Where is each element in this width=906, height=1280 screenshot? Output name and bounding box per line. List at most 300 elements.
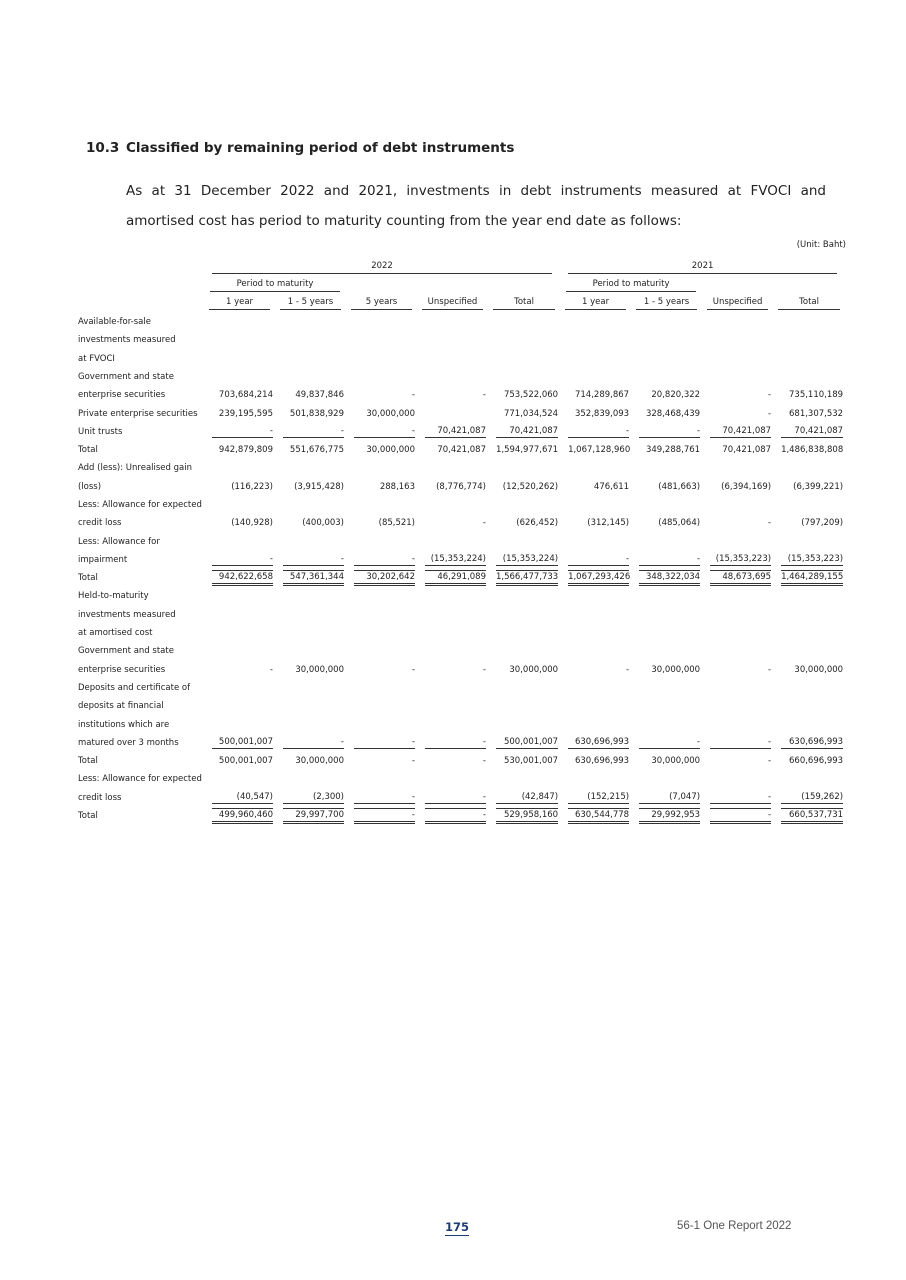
cell-value (488, 532, 560, 550)
cell-value (204, 606, 275, 624)
cell-value (702, 459, 773, 477)
cell-value (488, 368, 560, 386)
cell-value (346, 624, 417, 642)
table-row (76, 496, 845, 514)
cell-value (702, 532, 773, 550)
cell-value: (3,915,428) (294, 481, 344, 492)
cell-value: - (346, 551, 417, 569)
cell-value: 551,676,775 (289, 445, 344, 456)
cell-value (773, 459, 845, 477)
cell-value: 529,958,160 (488, 807, 560, 825)
cell-value: 30,000,000 (651, 664, 701, 675)
cell-value (275, 331, 346, 349)
cell-value: - (275, 734, 346, 752)
table-row (76, 331, 845, 349)
row-label: Total (78, 445, 98, 456)
col-2021-1-year: 1 year (560, 295, 631, 313)
cell-value (275, 679, 346, 697)
row-label: Add (less): Unrealised gain (78, 463, 192, 474)
cell-value: - (767, 390, 772, 401)
cell-value: 530,001,007 (503, 756, 559, 767)
cell-value: 70,421,087 (437, 445, 486, 456)
cell-value (631, 697, 702, 715)
cell-value (702, 606, 773, 624)
cell-value: (15,353,223) (702, 551, 773, 569)
row-label: deposits at financial (78, 701, 164, 712)
cell-value: 70,421,087 (488, 423, 560, 441)
cell-value (275, 770, 346, 788)
debt-maturity-table (76, 258, 845, 825)
cell-value (417, 404, 488, 422)
cell-value (488, 459, 560, 477)
cell-value (702, 368, 773, 386)
row-label: enterprise securities (78, 390, 166, 401)
cell-value (560, 606, 631, 624)
cell-value (346, 496, 417, 514)
cell-value (275, 715, 346, 733)
cell-value: 630,696,993 (773, 734, 845, 752)
cell-value: (7,047) (631, 789, 702, 807)
cell-value (560, 679, 631, 697)
cell-value (560, 496, 631, 514)
cell-value: (116,223) (231, 481, 273, 492)
table-row (76, 624, 845, 642)
cell-value: 30,000,000 (366, 445, 415, 456)
cell-value: (8,776,774) (436, 481, 486, 492)
cell-value: 29,992,953 (631, 807, 702, 825)
cell-value (773, 715, 845, 733)
cell-value (417, 770, 488, 788)
cell-value (773, 313, 845, 331)
cell-value (702, 624, 773, 642)
cell-value (417, 349, 488, 367)
cell-value (488, 642, 560, 660)
cell-value: - (346, 734, 417, 752)
cell-value (417, 642, 488, 660)
cell-value: - (269, 664, 273, 675)
cell-value (488, 587, 560, 605)
cell-value: 70,421,087 (722, 445, 772, 456)
table-row (76, 606, 845, 624)
cell-value: - (482, 756, 486, 767)
cell-value (488, 606, 560, 624)
table-row (76, 807, 845, 825)
page-number: 175 (445, 1220, 470, 1234)
cell-value: - (482, 390, 486, 401)
row-label: (loss) (78, 481, 102, 492)
table-row (76, 661, 845, 679)
table-row (76, 569, 845, 587)
cell-value (702, 642, 773, 660)
column-header-row (76, 295, 845, 313)
cell-value: (15,353,224) (417, 551, 488, 569)
cell-value: 630,696,993 (574, 756, 630, 767)
table-row (76, 404, 845, 422)
cell-value: 753,522,060 (503, 390, 559, 401)
cell-value: - (482, 664, 486, 675)
cell-value (631, 313, 702, 331)
cell-value: 547,361,344 (275, 569, 346, 587)
cell-value: 348,322,034 (631, 569, 702, 587)
cell-value: 30,202,642 (346, 569, 417, 587)
cell-value: 476,611 (593, 481, 630, 492)
cell-value (488, 715, 560, 733)
cell-value (773, 496, 845, 514)
table-row (76, 752, 845, 770)
row-label: impairment (78, 554, 128, 565)
cell-value (702, 587, 773, 605)
row-label: at FVOCI (78, 353, 115, 364)
table-row (76, 734, 845, 752)
cell-value: - (767, 408, 772, 419)
cell-value (488, 697, 560, 715)
cell-value (702, 679, 773, 697)
table-row (76, 642, 845, 660)
table-row (76, 514, 845, 532)
cell-value: - (204, 423, 275, 441)
cell-value (631, 606, 702, 624)
cell-value (631, 679, 702, 697)
cell-value: - (275, 551, 346, 569)
cell-value: 681,307,532 (789, 408, 844, 419)
cell-value (631, 532, 702, 550)
cell-value (773, 349, 845, 367)
cell-value (204, 349, 275, 367)
cell-value (204, 368, 275, 386)
cell-value (631, 368, 702, 386)
cell-value: 630,696,993 (560, 734, 631, 752)
cell-value: 714,289,867 (574, 390, 630, 401)
row-label: investments measured (78, 335, 176, 346)
cell-value: (152,215) (560, 789, 631, 807)
cell-value: 30,000,000 (651, 756, 701, 767)
cell-value (560, 532, 631, 550)
cell-value: 70,421,087 (702, 423, 773, 441)
cell-value (702, 715, 773, 733)
cell-value: (481,663) (658, 481, 701, 492)
cell-value: - (346, 789, 417, 807)
cell-value (204, 697, 275, 715)
row-label: matured over 3 months (78, 737, 179, 748)
cell-value (631, 770, 702, 788)
cell-value (560, 624, 631, 642)
row-label: credit loss (78, 792, 122, 803)
cell-value: 1,464,289,155 (773, 569, 845, 587)
cell-value: (85,521) (378, 518, 415, 529)
cell-value (773, 624, 845, 642)
table-row (76, 697, 845, 715)
cell-value: - (767, 518, 772, 529)
cell-value: 501,838,929 (289, 408, 344, 419)
cell-value: 500,001,007 (218, 756, 273, 767)
cell-value (275, 624, 346, 642)
cell-value (702, 770, 773, 788)
cell-value (773, 642, 845, 660)
cell-value (631, 459, 702, 477)
table-body (76, 313, 845, 825)
col-2021-1-5-years: 1 - 5 years (631, 295, 702, 313)
cell-value: 630,544,778 (560, 807, 631, 825)
cell-value: - (702, 807, 773, 825)
cell-value (275, 459, 346, 477)
year-header-row (76, 258, 845, 276)
cell-value (204, 587, 275, 605)
cell-value: (42,847) (488, 789, 560, 807)
cell-value (275, 313, 346, 331)
cell-value: 29,997,700 (275, 807, 346, 825)
cell-value (560, 313, 631, 331)
cell-value (204, 313, 275, 331)
row-label: Less: Allowance for expected (78, 500, 202, 510)
col-2021-unspecified: Unspecified (702, 295, 773, 313)
cell-value (417, 624, 488, 642)
cell-value: 942,879,809 (218, 445, 273, 456)
cell-value (631, 349, 702, 367)
row-label: Less: Allowance for (78, 536, 160, 547)
cell-value (275, 587, 346, 605)
cell-value: 30,000,000 (295, 756, 344, 767)
cell-value (631, 587, 702, 605)
cell-value (560, 587, 631, 605)
cell-value (560, 642, 631, 660)
cell-value: - (560, 551, 631, 569)
cell-value: 20,820,322 (651, 390, 701, 401)
period-to-maturity-2022: Period to maturity (204, 276, 346, 294)
cell-value (417, 331, 488, 349)
cell-value (346, 715, 417, 733)
unit-note: (Unit: Baht) (796, 240, 846, 250)
cell-value: 1,594,977,671 (496, 445, 559, 456)
cell-value: 328,468,439 (645, 408, 701, 419)
cell-value: 30,000,000 (295, 664, 344, 675)
table-row (76, 459, 845, 477)
table-row (76, 386, 845, 404)
table-row (76, 368, 845, 386)
cell-value: 1,067,293,426 (560, 569, 631, 587)
cell-value: - (767, 664, 772, 675)
cell-value: 239,195,595 (218, 408, 273, 419)
cell-value: (159,262) (773, 789, 845, 807)
cell-value: - (625, 664, 630, 675)
cell-value (417, 496, 488, 514)
cell-value (275, 642, 346, 660)
cell-value: - (767, 756, 772, 767)
cell-value (488, 679, 560, 697)
cell-value (631, 496, 702, 514)
cell-value (346, 606, 417, 624)
cell-value (204, 715, 275, 733)
section-heading (86, 140, 514, 156)
cell-value (773, 331, 845, 349)
cell-value: 30,000,000 (366, 408, 415, 419)
cell-value (773, 532, 845, 550)
table-row (76, 587, 845, 605)
cell-value: (15,353,224) (488, 551, 560, 569)
row-label: Less: Allowance for expected (78, 774, 202, 785)
cell-value: 660,696,993 (789, 756, 844, 767)
cell-value: 70,421,087 (773, 423, 845, 441)
col-2022-5-years: 5 years (346, 295, 417, 313)
cell-value: 1,067,128,960 (568, 445, 631, 456)
cell-value: - (411, 664, 415, 675)
cell-value: - (204, 551, 275, 569)
col-2022-unspecified: Unspecified (417, 295, 488, 313)
cell-value: 735,110,189 (789, 390, 844, 401)
cell-value (346, 313, 417, 331)
cell-value (275, 349, 346, 367)
cell-value (488, 770, 560, 788)
cell-value: 703,684,214 (218, 390, 273, 401)
table-row (76, 478, 845, 496)
cell-value (560, 715, 631, 733)
row-label: enterprise securities (78, 664, 166, 675)
cell-value: - (417, 807, 488, 825)
row-label: Total (78, 811, 98, 822)
cell-value (204, 331, 275, 349)
cell-value: (12,520,262) (502, 481, 559, 492)
cell-value (773, 679, 845, 697)
cell-value (275, 368, 346, 386)
year-2022-header: 2022 (204, 258, 560, 276)
row-label: Private enterprise securities (78, 408, 198, 419)
cell-value (346, 532, 417, 550)
cell-value (488, 331, 560, 349)
cell-value (773, 587, 845, 605)
cell-value: - (417, 789, 488, 807)
cell-value: - (275, 423, 346, 441)
cell-value (204, 532, 275, 550)
cell-value (204, 496, 275, 514)
cell-value (488, 496, 560, 514)
cell-value (631, 624, 702, 642)
cell-value: 660,537,731 (773, 807, 845, 825)
col-2022-1-year: 1 year (204, 295, 275, 313)
row-label: Deposits and certificate of (78, 682, 191, 693)
cell-value (346, 459, 417, 477)
cell-value (417, 459, 488, 477)
cell-value (488, 349, 560, 367)
cell-value: (797,209) (801, 518, 844, 529)
cell-value (488, 313, 560, 331)
year-2021-header: 2021 (560, 258, 845, 276)
cell-value: - (702, 734, 773, 752)
cell-value (275, 532, 346, 550)
cell-value: (312,145) (587, 518, 630, 529)
cell-value: - (411, 756, 415, 767)
cell-value: (15,353,223) (773, 551, 845, 569)
cell-value (417, 368, 488, 386)
cell-value (275, 496, 346, 514)
cell-value (346, 679, 417, 697)
cell-value: 30,000,000 (794, 664, 844, 675)
cell-value: - (631, 423, 702, 441)
row-label: Total (78, 756, 98, 767)
row-label: Unit trusts (78, 426, 123, 437)
col-2022-total: Total (488, 295, 560, 313)
cell-value: 48,673,695 (702, 569, 773, 587)
cell-value (417, 587, 488, 605)
cell-value (346, 368, 417, 386)
cell-value (346, 587, 417, 605)
cell-value: - (482, 518, 486, 529)
cell-value: (6,394,169) (721, 481, 772, 492)
cell-value (204, 624, 275, 642)
report-name: 56-1 One Report 2022 (677, 1220, 792, 1232)
cell-value (417, 606, 488, 624)
cell-value (275, 697, 346, 715)
cell-value: 1,566,477,733 (488, 569, 560, 587)
cell-value (773, 606, 845, 624)
cell-value: (626,452) (516, 518, 559, 529)
row-label: Total (78, 573, 98, 584)
cell-value: 500,001,007 (488, 734, 560, 752)
cell-value: 500,001,007 (204, 734, 275, 752)
cell-value (204, 770, 275, 788)
cell-value: 30,000,000 (509, 664, 559, 675)
cell-value (275, 606, 346, 624)
row-label: investments measured (78, 609, 176, 620)
cell-value (560, 697, 631, 715)
cell-value (417, 679, 488, 697)
cell-value (488, 624, 560, 642)
col-2021-total: Total (773, 295, 845, 313)
cell-value: - (346, 807, 417, 825)
cell-value (204, 459, 275, 477)
cell-value: - (346, 423, 417, 441)
cell-value: (485,064) (658, 518, 701, 529)
cell-value: (2,300) (275, 789, 346, 807)
cell-value: (6,399,221) (793, 481, 844, 492)
cell-value: - (702, 789, 773, 807)
cell-value (631, 331, 702, 349)
row-label: at amortised cost (78, 628, 153, 639)
cell-value: - (417, 734, 488, 752)
cell-value (346, 331, 417, 349)
table-row (76, 551, 845, 569)
table-row (76, 532, 845, 550)
cell-value (417, 532, 488, 550)
table-row (76, 423, 845, 441)
cell-value (346, 697, 417, 715)
cell-value (773, 697, 845, 715)
cell-value (560, 770, 631, 788)
table-row (76, 789, 845, 807)
cell-value: - (631, 551, 702, 569)
cell-value (702, 331, 773, 349)
period-header-row (76, 276, 845, 294)
cell-value (773, 770, 845, 788)
cell-value: 352,839,093 (574, 408, 630, 419)
table-row (76, 679, 845, 697)
intro-paragraph: As at 31 December 2022 and 2021, investments in debt instruments measured at FVOCI and amortised cost has period to maturity counting from the year end date as follows: (126, 183, 826, 229)
row-label: Government and state (78, 646, 174, 657)
cell-value (631, 642, 702, 660)
cell-value: 46,291,089 (417, 569, 488, 587)
cell-value (702, 697, 773, 715)
row-label: Held-to-maturity (78, 591, 149, 602)
cell-value (702, 496, 773, 514)
table-row (76, 715, 845, 733)
cell-value (631, 715, 702, 733)
col-2022-1-5-years: 1 - 5 years (275, 295, 346, 313)
cell-value (346, 770, 417, 788)
row-label: institutions which are (78, 719, 170, 730)
cell-value: (40,547) (204, 789, 275, 807)
cell-value: 942,622,658 (204, 569, 275, 587)
cell-value (560, 349, 631, 367)
cell-value (560, 368, 631, 386)
cell-value (417, 715, 488, 733)
